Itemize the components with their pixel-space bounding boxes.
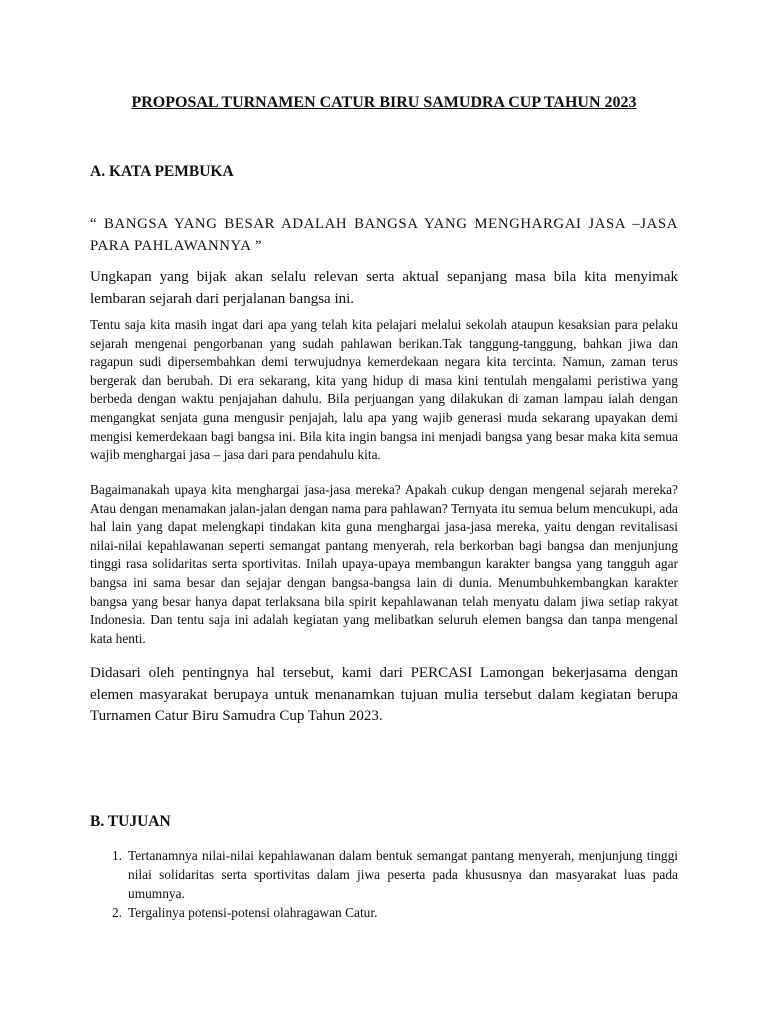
goal-item-1: [90, 846, 678, 903]
goal-text-1: Tertanamnya nilai-nilai kepahlawanan dalam bentuk semangat pantang menyerah, menjunjung tinggi nilai solidaritas serta sportivitas dalam jiwa peserta pada khususnya dan masyarakat luas pada umumnya.: [128, 848, 678, 901]
document-title: PROPOSAL TURNAMEN CATUR BIRU SAMUDRA CUP TAHUN 2023: [131, 94, 637, 111]
goal-item-2: [90, 903, 678, 922]
section-b-heading: B. TUJUAN: [90, 813, 171, 830]
goal-text-2: Tergalinya potensi-potensi olahragawan Catur.: [128, 905, 378, 920]
goal-number-2: 2.: [112, 905, 123, 920]
closing-paragraph: Didasari oleh pentingnya hal tersebut, kami dari PERCASI Lamongan bekerjasama dengan elemen masyarakat berupaya untuk menanamkan tujuan mulia tersebut dalam kegiatan berupa Turnamen Catur Biru Samudra Cup Tahun 2023.: [90, 665, 678, 724]
goal-number-1: 1.: [112, 848, 123, 863]
body-paragraph-2: Bagaimanakah upaya kita menghargai jasa-jasa mereka? Apakah cukup dengan mengenal sejarah mereka? Atau dengan menamakan jalan-jalan dengan nama para pahlawan? Ternyata itu semua belum mencukupi, ada hal lain yang dapat melengkapi tindakan kita guna menghargai jasa-jasa mereka, yaitu dengan revitalisasi nilai-nilai kepahlawanan seperti semangat pantang menyerah, rela berkorban bagi bangsa dan menjunjung tinggi rasa solidaritas serta sportivitas. Inilah upaya-upaya membangun karakter bangsa yang tangguh agar bangsa ini sama besar dan sejajar dengan bangsa-bangsa lain di dunia. Menumbuhkembangkan karakter bangsa yang besar hanya dapat terlaksana bila spirit kepahlawanan telah menyatu dalam jiwa setiap rakyat Indonesia. Dan tentu saja ini adalah kegiatan yang melibatkan seluruh elemen bangsa dan tanpa mengenal kata henti.: [90, 482, 678, 646]
body-paragraph-1: Tentu saja kita masih ingat dari apa yang telah kita pelajari melalui sekolah ataupun kesaksian para pelaku sejarah mengenai pengorbanan yang sudah pahlawan berikan.Tak tanggung-tanggung, bahkan jiwa dan ragapun sudi dipersembahkan demi terwujudnya kemerdekaan negara kita tercinta. Namun, zaman terus bergerak dan berubah. Di era sekarang, kita yang hidup di masa kini tentulah mengalami peristiwa yang berbeda dengan waktu penjajahan dahulu. Bila perjuangan yang dilakukan di zaman lampau ialah dengan mengangkat senjata guna mengusir penjajah, lalu apa yang wajib generasi muda sekarang upayakan demi mengisi kemerdekaan bagi bangsa ini. Bila kita ingin bangsa ini menjadi bangsa yang besar maka kita semua wajib menghargai jasa – jasa dari para pendahulu kita.: [90, 317, 678, 463]
opening-quote: “ BANGSA YANG BESAR ADALAH BANGSA YANG MENGHARGAI JASA –JASA PARA PAHLAWANNYA ”: [90, 216, 678, 254]
section-a-heading: A. KATA PEMBUKA: [90, 163, 234, 180]
goals-list: [90, 846, 678, 922]
intro-paragraph: Ungkapan yang bijak akan selalu relevan serta aktual sepanjang masa bila kita menyimak lembaran sejarah dari perjalanan bangsa ini.: [90, 269, 678, 307]
